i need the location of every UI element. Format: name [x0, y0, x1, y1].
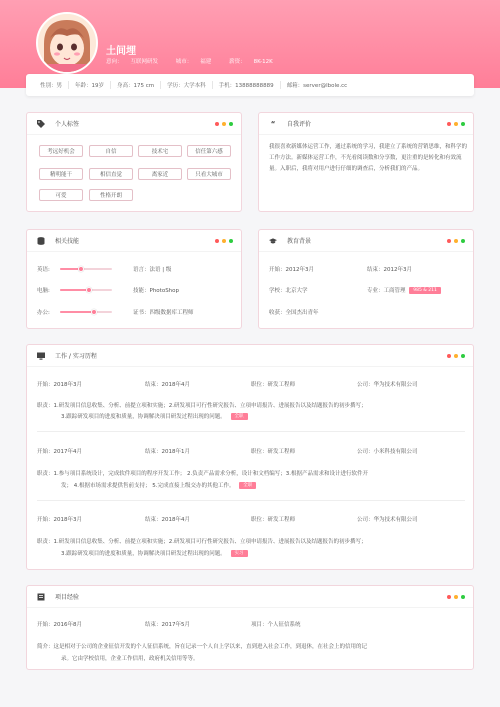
tag-item: 离家近	[138, 168, 182, 180]
job-duty-line: 职责：1.参与项目系统设计，完成软件项目的程序开发工作； 2.负责产品需求分析，设计和文档编写；3.根据产品需求和设计进行软件开	[37, 471, 368, 477]
skill-level-knob	[78, 266, 84, 272]
resume-name: 土间埋	[106, 46, 136, 57]
intent	[106, 59, 166, 65]
tag-item: 信任第六感	[187, 145, 231, 157]
job-start: 开始：2018年3月	[37, 382, 82, 388]
window-dots	[215, 239, 233, 243]
dot-yellow	[222, 239, 226, 243]
monitor-icon	[37, 352, 45, 360]
salary-value: 8K-12K	[253, 59, 273, 65]
dot-red	[447, 595, 451, 599]
window-dots	[447, 354, 465, 358]
job-position: 职位：研发工程师	[251, 517, 296, 523]
project-desc-line: 录。它由学校信用，企业工作信用，政府机关信用等等。	[61, 656, 199, 662]
tag-item: 性格开朗	[89, 189, 133, 201]
work-experience-card	[26, 344, 474, 570]
salary	[229, 59, 281, 65]
edu-card-header	[259, 230, 473, 252]
skill-level-fill	[60, 311, 94, 313]
dot-yellow	[454, 354, 458, 358]
edu-school: 学校：北京大学	[269, 288, 308, 294]
job-divider	[37, 500, 465, 501]
skill-name: 办公:	[37, 310, 50, 316]
info-phone: 手机：13888888889	[213, 81, 281, 89]
avatar	[36, 12, 98, 74]
skill-detail: 技能：PhotoShop	[133, 288, 180, 294]
dot-green	[461, 595, 465, 599]
project-card-title: 项目经验	[55, 594, 80, 601]
dot-red	[215, 122, 219, 126]
job-type-badge: 实习	[231, 550, 248, 557]
basic-info-bar	[26, 74, 474, 96]
work-card-header	[27, 345, 473, 367]
city-value: 福建	[200, 59, 212, 65]
tag-item: 自信	[89, 145, 133, 157]
edu-school-badge: 985 & 211	[409, 287, 441, 294]
eval-card-header	[259, 113, 473, 135]
skill-level-bar	[60, 289, 112, 291]
edu-start: 开始：2012年3月	[269, 267, 314, 273]
skill-level-knob	[86, 287, 92, 293]
job-intent-line	[106, 57, 289, 65]
job-duty-text: 3.跟踪研发项目的进度和质量，协调解决项目研发过程出现的问题。	[61, 551, 226, 557]
database-icon	[37, 237, 45, 245]
intent-label: 意向：	[106, 59, 123, 65]
job-duty-line	[61, 481, 256, 489]
skill-detail: 语言：法语 | 级	[133, 267, 172, 273]
tag-item: 可爱	[39, 189, 83, 201]
job-duty-line	[61, 549, 248, 557]
edu-card-title: 教育背景	[287, 238, 312, 245]
job-company: 公司：华为技术有限公司	[357, 382, 418, 388]
tag-item: 只看大城市	[187, 168, 231, 180]
job-type-badge: 全职	[231, 413, 248, 420]
skill-level-bar	[60, 268, 112, 270]
tag-item: 考远好机会	[39, 145, 83, 157]
eval-card-title: 自我评价	[287, 121, 312, 128]
job-type-badge: 全职	[239, 482, 256, 489]
dot-red	[447, 239, 451, 243]
edu-end: 结束：2012年3月	[367, 267, 412, 273]
tags-card-header	[27, 113, 241, 135]
skills-card	[26, 229, 242, 329]
graduation-cap-icon	[269, 237, 277, 245]
skill-level-knob	[91, 309, 97, 315]
dot-green	[229, 239, 233, 243]
edu-major: 专业：工商管理	[367, 288, 406, 294]
tag-item: 相信直觉	[89, 168, 133, 180]
tags-card	[26, 112, 242, 212]
job-position: 职位：研发工程师	[251, 449, 296, 455]
dot-green	[461, 239, 465, 243]
skill-level-fill	[60, 289, 89, 291]
job-divider	[37, 431, 465, 432]
job-company: 公司：华为技术有限公司	[357, 517, 418, 523]
project-name: 项目：个人征信系统	[251, 622, 301, 628]
project-end: 结束：2017年5月	[145, 622, 190, 628]
skill-detail: 证书：四级数据库工程师	[133, 310, 194, 316]
info-age: 年龄：19岁	[69, 81, 111, 89]
job-duty-line	[61, 412, 248, 420]
dot-yellow	[454, 595, 458, 599]
job-company: 公司：小米科技有限公司	[357, 449, 418, 455]
tag-item: 技术宅	[138, 145, 182, 157]
tag-icon	[37, 120, 45, 128]
skills-card-header	[27, 230, 241, 252]
dot-green	[229, 122, 233, 126]
job-duty-text: 3.跟踪研发项目的进度和质量，协调解决项目研发过程出现的问题。	[61, 414, 226, 420]
city-label: 城市：	[175, 59, 193, 65]
dot-yellow	[222, 122, 226, 126]
window-dots	[447, 595, 465, 599]
job-position: 职位：研发工程师	[251, 382, 296, 388]
project-desc-line: 简介：这是相对于公司的企业征信开发的个人征信系统，旨在记录一个人自上学以来，直到进入社会工作，到退休，在社会上的信用的记	[37, 644, 368, 650]
avatar-illustration	[38, 14, 96, 72]
self-evaluation-card	[258, 112, 474, 212]
work-card-title: 工作 / 实习历程	[55, 353, 97, 360]
job-start: 开始：2018年3月	[37, 517, 82, 523]
self-evaluation-text: 我很喜欢新媒体运营工作，通过系统的学习，我建立了系统的营销思维，和科学的工作方法。新媒体运营工作，不光看阅读数和分享数，更注重的是转化和有效流量。入职后，我将对用户进行仔细的调查后，分析我们的产品。	[269, 144, 468, 172]
info-height: 身高：175 cm	[111, 81, 161, 89]
dot-green	[461, 354, 465, 358]
window-dots	[215, 122, 233, 126]
job-duty-text: 发； 4.根据市场需求提供售前支持； 5.完成直接上级交办的其他工作。	[61, 483, 235, 489]
window-dots	[447, 239, 465, 243]
window-dots	[447, 122, 465, 126]
dot-yellow	[454, 122, 458, 126]
tag-item: 精明能干	[39, 168, 83, 180]
dot-red	[447, 122, 451, 126]
job-end: 结束：2018年1月	[145, 449, 190, 455]
job-end: 结束：2018年4月	[145, 382, 190, 388]
job-end: 结束：2018年4月	[145, 517, 190, 523]
education-card	[258, 229, 474, 329]
project-experience-card	[26, 585, 474, 670]
dot-yellow	[454, 239, 458, 243]
dot-red	[447, 354, 451, 358]
job-duty-line: 职责：1.研发项目信息收集、分析、前提立项和实施；2.研发项目可行性研究报告、立项申请报告、进展报告以及结题报告的初步撰写；	[37, 403, 367, 409]
info-gender: 性别：男	[34, 81, 69, 89]
tags-card-title: 个人标签	[55, 121, 80, 128]
city	[176, 59, 220, 65]
job-start: 开始：2017年4月	[37, 449, 82, 455]
project-card-header	[27, 586, 473, 608]
skill-level-bar	[60, 311, 112, 313]
info-email: 邮箱：server@lbole.cc	[286, 83, 348, 89]
quote-icon: “	[270, 119, 276, 128]
job-duty-line: 职责：1.研发项目信息收集、分析、前提立项和实施；2.研发项目可行性研究报告、立项申请报告、进展报告以及结题报告的初步撰写；	[37, 539, 367, 545]
info-education: 学历：大学本科	[161, 81, 213, 89]
salary-label: 薪资：	[229, 59, 246, 65]
document-icon	[37, 593, 45, 601]
skills-card-title: 相关技能	[55, 238, 80, 245]
dot-green	[461, 122, 465, 126]
skill-name: 电脑:	[37, 288, 50, 294]
edu-honor: 收获：全国杰出青年	[269, 310, 319, 316]
edu-major-line	[367, 286, 441, 294]
project-start: 开始：2016年8月	[37, 622, 82, 628]
intent-value: 互联网研发	[130, 59, 159, 65]
dot-red	[215, 239, 219, 243]
skill-name: 英语:	[37, 267, 50, 273]
